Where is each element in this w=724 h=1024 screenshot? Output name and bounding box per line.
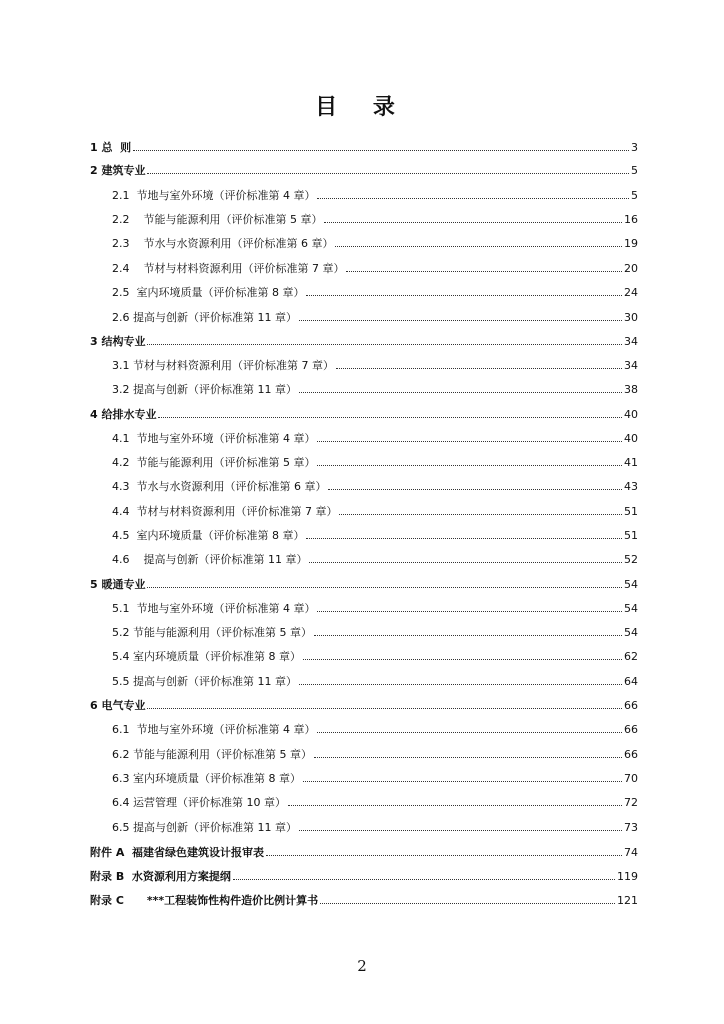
toc-dot-leader bbox=[328, 489, 622, 490]
toc-entry-title: 6.4 运营管理（评价标准第 10 章） bbox=[112, 796, 286, 809]
toc-entry-page: 40 bbox=[624, 432, 638, 445]
toc-entry-title: 5.4 室内环境质量（评价标准第 8 章） bbox=[112, 650, 301, 663]
toc-dot-leader bbox=[266, 855, 622, 856]
toc-entry bbox=[112, 675, 638, 689]
toc-entry bbox=[112, 650, 638, 664]
toc-entry-title: 2.6 提高与创新（评价标准第 11 章） bbox=[112, 311, 297, 324]
toc-entry-title: 4.2 节能与能源利用（评价标准第 5 章） bbox=[112, 456, 316, 469]
toc-entry-title: 2.1 节地与室外环境（评价标准第 4 章） bbox=[112, 189, 316, 202]
toc-entry-title: 2.3 节水与水资源利用（评价标准第 6 章） bbox=[112, 237, 334, 250]
toc-entry bbox=[112, 626, 638, 640]
toc-entry bbox=[90, 870, 638, 884]
toc-entry-page: 40 bbox=[624, 408, 638, 421]
toc-entry bbox=[112, 456, 638, 470]
toc-entry bbox=[112, 529, 638, 543]
toc-dot-leader bbox=[147, 587, 622, 588]
toc-entry-page: 43 bbox=[624, 480, 638, 493]
toc-entry-page: 121 bbox=[617, 894, 638, 907]
toc-entry-page: 38 bbox=[624, 383, 638, 396]
toc-dot-leader bbox=[320, 903, 615, 904]
toc-entry-page: 5 bbox=[631, 189, 638, 202]
toc-entry-title: 3 结构专业 bbox=[90, 335, 146, 348]
toc-entry-title: 6.1 节地与室外环境（评价标准第 4 章） bbox=[112, 723, 316, 736]
toc-entry bbox=[112, 286, 638, 300]
toc-entry bbox=[90, 141, 638, 155]
toc-entry-page: 5 bbox=[631, 164, 638, 177]
toc-entry-page: 54 bbox=[624, 578, 638, 591]
toc-dot-leader bbox=[336, 368, 622, 369]
toc-dot-leader bbox=[317, 611, 622, 612]
toc-dot-leader bbox=[303, 659, 622, 660]
toc-entry bbox=[90, 335, 638, 349]
toc-entry-title: 4.5 室内环境质量（评价标准第 8 章） bbox=[112, 529, 305, 542]
toc-entry bbox=[90, 578, 638, 592]
toc-entry-page: 16 bbox=[624, 213, 638, 226]
toc-entry-title: 6.2 节能与能源利用（评价标准第 5 章） bbox=[112, 748, 312, 761]
toc-entry-page: 72 bbox=[624, 796, 638, 809]
toc-entry-title: 附件 A 福建省绿色建筑设计报审表 bbox=[90, 846, 265, 859]
toc-entry bbox=[90, 699, 638, 713]
toc-dot-leader bbox=[346, 271, 622, 272]
toc-entry-title: 4.4 节材与材料资源利用（评价标准第 7 章） bbox=[112, 505, 338, 518]
toc-dot-leader bbox=[133, 150, 629, 151]
toc-entry bbox=[90, 894, 638, 908]
toc-dot-leader bbox=[314, 757, 622, 758]
toc-entry-title: 5.2 节能与能源利用（评价标准第 5 章） bbox=[112, 626, 312, 639]
toc-entry bbox=[112, 213, 638, 227]
toc-dot-leader bbox=[299, 684, 622, 685]
toc-entry-page: 66 bbox=[624, 699, 638, 712]
toc-entry-title: 2.2 节能与能源利用（评价标准第 5 章） bbox=[112, 213, 323, 226]
toc-dot-leader bbox=[314, 635, 622, 636]
toc-entry bbox=[112, 237, 638, 251]
toc-entry bbox=[112, 505, 638, 519]
toc-entry bbox=[112, 553, 638, 567]
toc-dot-leader bbox=[317, 732, 622, 733]
toc-entry bbox=[112, 772, 638, 786]
toc-entry-title: 2.4 节材与材料资源利用（评价标准第 7 章） bbox=[112, 262, 345, 275]
toc-entry-page: 34 bbox=[624, 359, 638, 372]
toc-entry bbox=[112, 796, 638, 810]
toc-entry-title: 5.5 提高与创新（评价标准第 11 章） bbox=[112, 675, 297, 688]
toc-entry bbox=[90, 408, 638, 422]
toc-entry bbox=[112, 602, 638, 616]
toc-dot-leader bbox=[147, 344, 622, 345]
toc-entry-page: 51 bbox=[624, 529, 638, 542]
toc-entry-page: 19 bbox=[624, 237, 638, 250]
toc-dot-leader bbox=[299, 320, 622, 321]
toc-entry-page: 64 bbox=[624, 675, 638, 688]
toc-entry-title: 4.3 节水与水资源利用（评价标准第 6 章） bbox=[112, 480, 327, 493]
toc-entry-title: 4.1 节地与室外环境（评价标准第 4 章） bbox=[112, 432, 316, 445]
toc-dot-leader bbox=[306, 538, 622, 539]
toc-entry-page: 3 bbox=[631, 141, 638, 154]
toc-entry bbox=[112, 262, 638, 276]
toc-entry-title: 2 建筑专业 bbox=[90, 164, 146, 177]
page-number: 2 bbox=[357, 957, 367, 975]
toc-entry-page: 24 bbox=[624, 286, 638, 299]
toc-entry bbox=[112, 189, 638, 203]
toc-dot-leader bbox=[147, 173, 629, 174]
toc-dot-leader bbox=[339, 514, 622, 515]
toc-entry-page: 74 bbox=[624, 846, 638, 859]
toc-entry-page: 54 bbox=[624, 626, 638, 639]
toc-entry bbox=[112, 359, 638, 373]
toc-entry bbox=[112, 723, 638, 737]
toc-dot-leader bbox=[309, 562, 622, 563]
toc-entry-title: 附录 B 水资源利用方案提纲 bbox=[90, 870, 231, 883]
toc-dot-leader bbox=[317, 198, 629, 199]
toc-entry-page: 62 bbox=[624, 650, 638, 663]
toc-entry-title: 5 暖通专业 bbox=[90, 578, 146, 591]
toc-entry-title: 3.1 节材与材料资源利用（评价标准第 7 章） bbox=[112, 359, 334, 372]
toc-entry-page: 52 bbox=[624, 553, 638, 566]
toc-dot-leader bbox=[299, 392, 622, 393]
toc-entry-page: 119 bbox=[617, 870, 638, 883]
toc-dot-leader bbox=[158, 417, 622, 418]
toc-entry-title: 6.5 提高与创新（评价标准第 11 章） bbox=[112, 821, 297, 834]
toc-dot-leader bbox=[288, 805, 622, 806]
toc-dot-leader bbox=[324, 222, 622, 223]
toc-dot-leader bbox=[303, 781, 622, 782]
toc-entry-page: 30 bbox=[624, 311, 638, 324]
toc-entry bbox=[90, 164, 638, 178]
toc-entry-title: 1 总 则 bbox=[90, 141, 132, 154]
toc-entry-page: 73 bbox=[624, 821, 638, 834]
toc-entry bbox=[112, 748, 638, 762]
toc-entry-title: 附录 C ***工程装饰性构件造价比例计算书 bbox=[90, 894, 319, 907]
toc-dot-leader bbox=[147, 708, 622, 709]
toc-entry-title: 3.2 提高与创新（评价标准第 11 章） bbox=[112, 383, 297, 396]
toc-entry bbox=[112, 311, 638, 325]
toc-dot-leader bbox=[306, 295, 622, 296]
toc-entry bbox=[112, 821, 638, 835]
toc-entry-page: 70 bbox=[624, 772, 638, 785]
toc-entry-title: 6.3 室内环境质量（评价标准第 8 章） bbox=[112, 772, 301, 785]
toc-dot-leader bbox=[335, 246, 622, 247]
toc-dot-leader bbox=[317, 441, 622, 442]
toc-entry-title: 6 电气专业 bbox=[90, 699, 146, 712]
toc-entry-page: 41 bbox=[624, 456, 638, 469]
toc-entry bbox=[112, 432, 638, 446]
toc-dot-leader bbox=[233, 879, 615, 880]
toc-entry-title: 4.6 提高与创新（评价标准第 11 章） bbox=[112, 553, 308, 566]
toc-entry bbox=[90, 846, 638, 860]
toc-entry-page: 34 bbox=[624, 335, 638, 348]
toc-entry-page: 20 bbox=[624, 262, 638, 275]
toc-entry-title: 5.1 节地与室外环境（评价标准第 4 章） bbox=[112, 602, 316, 615]
toc-entry-page: 54 bbox=[624, 602, 638, 615]
toc-entry-title: 4 给排水专业 bbox=[90, 408, 157, 421]
toc-entry-page: 66 bbox=[624, 748, 638, 761]
toc-entry bbox=[112, 480, 638, 494]
toc-dot-leader bbox=[317, 465, 622, 466]
toc-entry-page: 51 bbox=[624, 505, 638, 518]
toc-entry bbox=[112, 383, 638, 397]
toc-entry-page: 66 bbox=[624, 723, 638, 736]
toc-entry-title: 2.5 室内环境质量（评价标准第 8 章） bbox=[112, 286, 305, 299]
page-title: 目 录 bbox=[315, 95, 409, 120]
toc-dot-leader bbox=[299, 830, 622, 831]
